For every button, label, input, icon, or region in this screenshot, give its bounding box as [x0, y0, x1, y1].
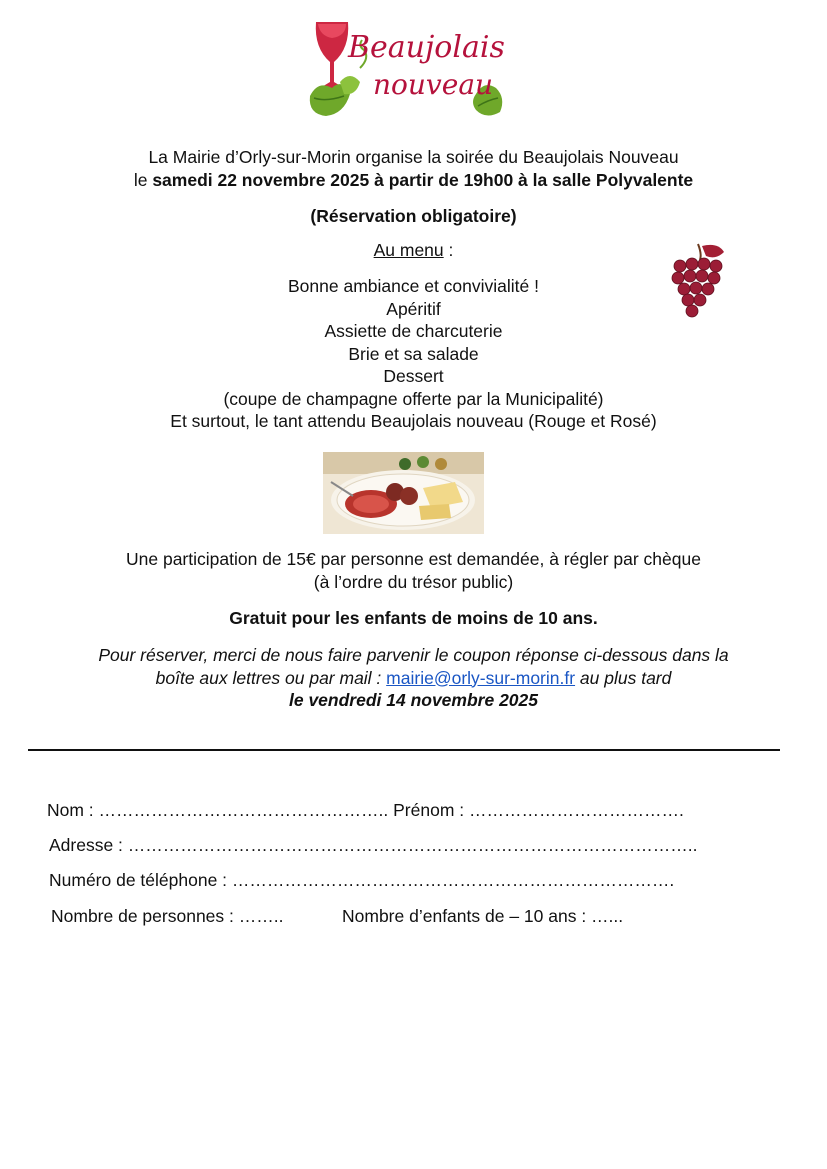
booking-line-2: boîte aux lettres ou par mail : mairie@orly-sur-morin.fr au plus tard — [155, 667, 672, 688]
menu-item: Dessert — [383, 366, 444, 386]
logo-title-line1: Beaujolais — [348, 30, 505, 65]
charcuterie-plate-image — [323, 452, 484, 534]
form-name-field[interactable]: Nom : ………………………………………….. Prénom : ………………………………. — [47, 800, 684, 820]
form-address-field[interactable]: Adresse : …………………………………………………………………………………….. — [49, 835, 698, 855]
intro-line-2: le samedi 22 novembre 2025 à partir de 19h00 à la salle Polyvalente — [133, 169, 694, 190]
reservation-note: (Réservation obligatoire) — [310, 206, 517, 226]
email-link[interactable]: mairie@orly-sur-morin.fr — [386, 667, 576, 688]
free-children-note: Gratuit pour les enfants de moins de 10 ans. — [229, 608, 598, 628]
intro-line-1: La Mairie d’Orly-sur-Morin organise la soirée du Beaujolais Nouveau — [148, 147, 679, 167]
menu-heading: Au menu : — [373, 240, 454, 260]
menu-item: Et surtout, le tant attendu Beaujolais nouveau (Rouge et Rosé) — [170, 411, 657, 431]
menu-item: Bonne ambiance et convivialité ! — [288, 276, 539, 296]
menu-item: Apéritif — [386, 298, 441, 319]
menu-item: Assiette de charcuterie — [324, 321, 503, 341]
event-date-location: samedi 22 novembre 2025 à partir de 19h00 à la salle Polyvalente — [152, 169, 694, 190]
form-people-field[interactable]: Nombre de personnes : …….. — [51, 906, 284, 926]
menu-item: (coupe de champagne offerte par la Municipalité) — [223, 388, 604, 409]
logo-title-line2: nouveau — [373, 68, 494, 101]
price-line-1: Une participation de 15€ par personne est demandée, à régler par chèque — [126, 549, 701, 569]
booking-deadline: le vendredi 14 novembre 2025 — [288, 690, 539, 710]
coupon-divider — [28, 749, 780, 751]
form-children-field[interactable]: Nombre d’enfants de – 10 ans : …... — [342, 906, 624, 926]
intro-paragraph — [0, 146, 827, 191]
grapes-icon — [668, 240, 730, 322]
form-phone-field[interactable]: Numéro de téléphone : …………………………………………………………………. — [49, 870, 675, 890]
booking-paragraph — [0, 644, 827, 712]
price-paragraph — [0, 548, 827, 593]
price-line-2: (à l’ordre du trésor public) — [313, 571, 514, 592]
menu-item: Brie et sa salade — [348, 343, 479, 364]
menu-title: Au menu — [373, 240, 444, 260]
booking-line-1: Pour réserver, merci de nous faire parvenir le coupon réponse ci-dessous dans la — [98, 645, 729, 665]
